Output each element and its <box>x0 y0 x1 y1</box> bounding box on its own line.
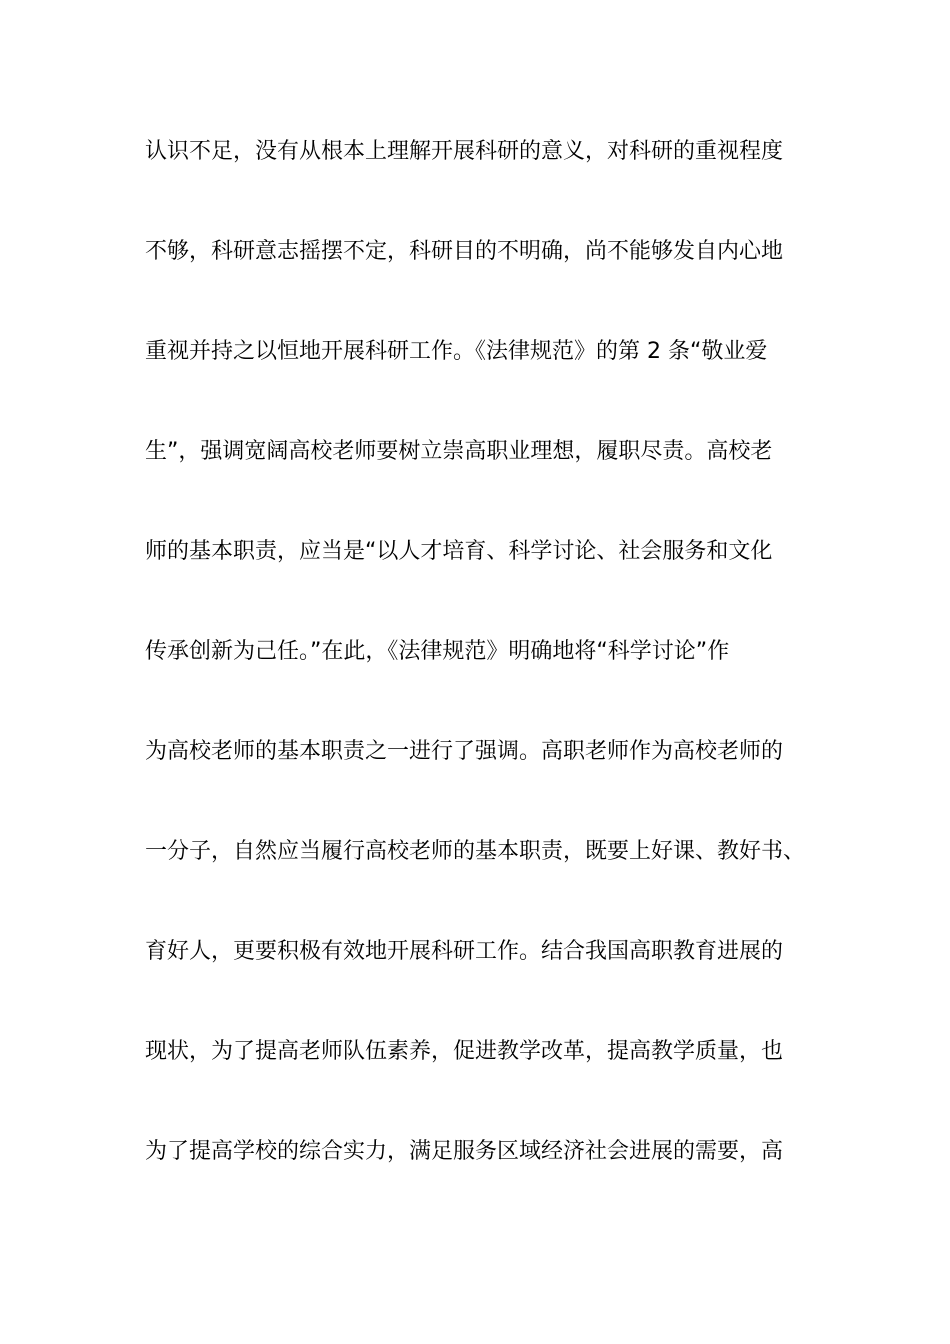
body-text <box>145 128 810 1228</box>
text-line: 认识不足，没有从根本上理解开展科研的意义，对科研的重视程度 <box>145 139 784 164</box>
text-line: 传承创新为己任。”在此，《法律规范》明确地将“科学讨论”作 <box>145 639 730 664</box>
text-line: 育好人，更要积极有效地开展科研工作。结合我国高职教育进展的 <box>145 939 784 964</box>
text-line: 现状，为了提高老师队伍素养，促进教学改革，提高教学质量，也 <box>145 1039 784 1064</box>
text-line: 师的基本职责，应当是“以人才培育、科学讨论、社会服务和文化 <box>145 539 773 564</box>
text-line: 不够，科研意志摇摆不定，科研目的不明确，尚不能够发自内心地 <box>145 239 784 264</box>
text-line: 重视并持之以恒地开展科研工作。《法律规范》的第 2 条“敬业爱 <box>145 339 768 364</box>
text-line: 为高校老师的基本职责之一进行了强调。高职老师作为高校老师的 <box>145 739 784 764</box>
text-line: 为了提高学校的综合实力，满足服务区域经济社会进展的需要，高 <box>145 1139 784 1164</box>
text-line: 一分子，自然应当履行高校老师的基本职责，既要上好课、教好书、 <box>145 839 806 864</box>
text-line: 生”，强调宽阔高校老师要树立崇高职业理想，履职尽责。高校老 <box>145 439 773 464</box>
